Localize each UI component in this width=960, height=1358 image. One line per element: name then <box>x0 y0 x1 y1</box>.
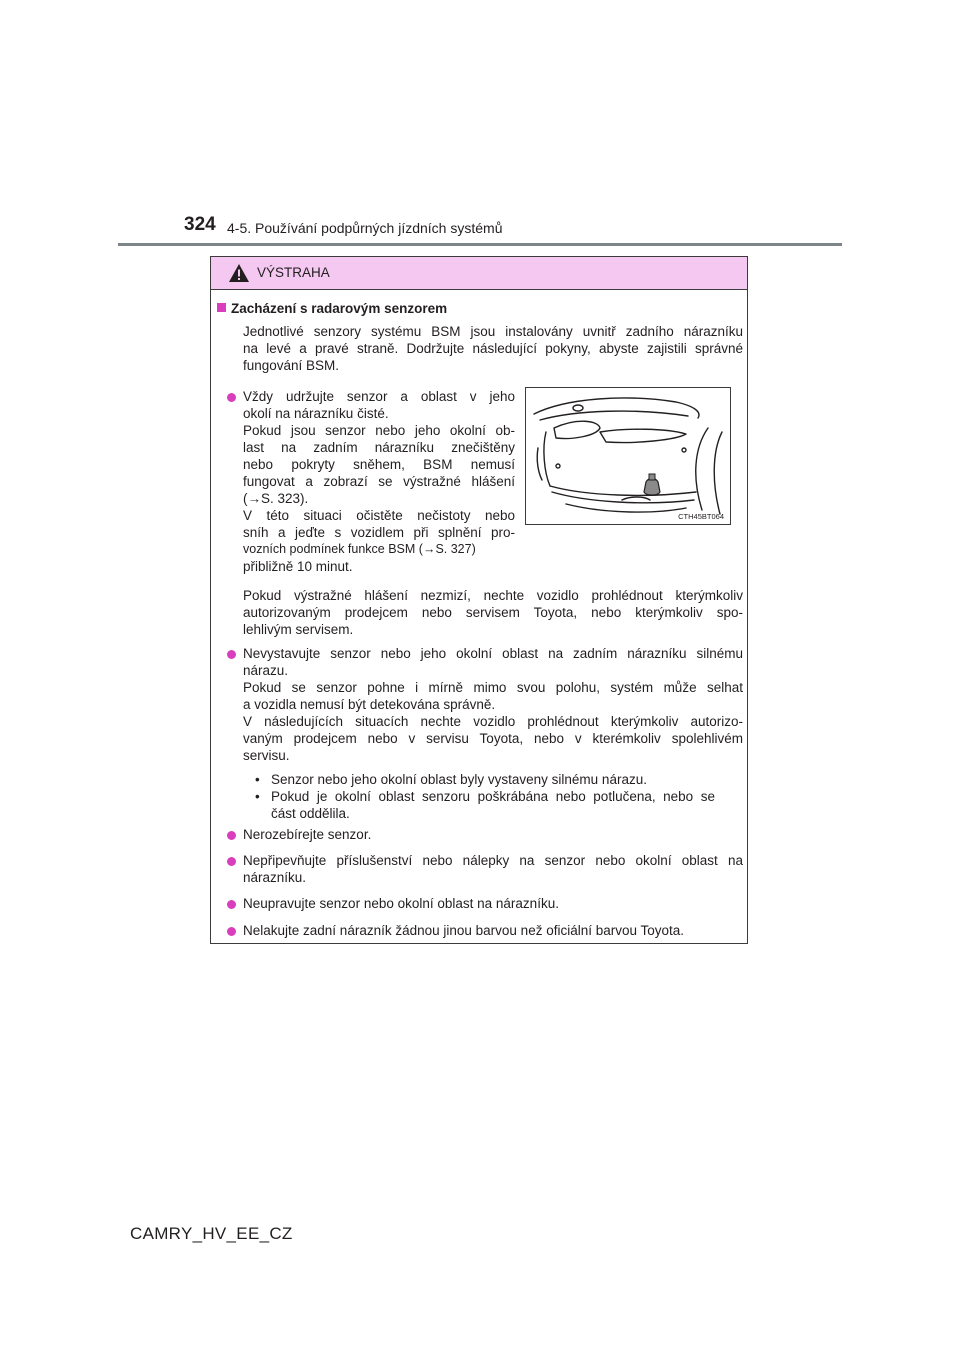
bullet1-line: Vždy udržujte senzor a oblast v jeho <box>243 389 515 404</box>
bullet2-text <box>243 645 743 764</box>
bullet2-line: nárazu. <box>243 663 289 678</box>
bullet2-line: Pokud se senzor pohne i mírně mimo svou polohu, systém může selhat <box>243 680 743 695</box>
bullet-dot-icon <box>227 393 236 402</box>
warning-header <box>211 257 747 290</box>
intro-paragraph <box>243 323 743 374</box>
bullet1-line: last na zadním nárazníku znečištěny <box>243 440 515 455</box>
bullet1-cont-line: Pokud výstražné hlášení nezmizí, nechte vozidlo prohlédnout kterýmkoliv <box>243 588 743 603</box>
warning-triangle-icon <box>228 263 250 283</box>
car-rear-drawing <box>526 388 730 524</box>
bullet4-text <box>243 852 743 886</box>
intro-line: Jednotlivé senzory systému BSM jsou instalovány uvnitř zadního nárazníku <box>243 324 743 339</box>
bullet1-line: Pokud jsou senzor nebo jeho okolní ob- <box>243 423 515 438</box>
bullet1-line: vozních podmínek funkce BSM (→S. 327) <box>243 542 476 556</box>
bullet4-line: Nepřipevňujte příslušenství nebo nálepky na senzor nebo okolní oblast na <box>243 853 743 868</box>
bullet1-continued <box>243 587 743 638</box>
page-number: 324 <box>184 214 216 235</box>
bullet1-cont-line: autorizovaným prodejcem nebo servisem Toyota, nebo kterýmkoliv spo- <box>243 605 743 620</box>
intro-line: na levé a pravé straně. Dodržujte následující pokyny, abyste zajistili správné <box>243 341 743 356</box>
footer-code: CAMRY_HV_EE_CZ <box>130 1224 293 1243</box>
bullet-dot-icon <box>227 900 236 909</box>
car-rear-bumper-illustration <box>525 387 731 525</box>
bullet-dot-icon <box>227 857 236 866</box>
sub-bullet-1: Senzor nebo jeho okolní oblast byly vystaveny silnému nárazu. <box>271 772 647 787</box>
bullet-dot-icon <box>227 831 236 840</box>
bullet1-line: okolí na nárazníku čisté. <box>243 406 389 421</box>
bullet3-text: Nerozebírejte senzor. <box>243 827 372 842</box>
bullet2-line: V následujících situacích nechte vozidlo prohlédnout kterýmkoliv autorizo- <box>243 714 743 729</box>
header-rule <box>118 243 842 246</box>
bullet2-line: Nevystavujte senzor nebo jeho okolní oblast na zadním nárazníku silnému <box>243 646 743 661</box>
warning-title: VÝSTRAHA <box>257 265 330 280</box>
bullet4-line: nárazníku. <box>243 870 307 885</box>
figure-caption: CTH45BT064 <box>678 512 724 521</box>
section-title-text: Zacházení s radarovým senzorem <box>231 301 448 316</box>
bullet2-line: vaným prodejcem nebo v servisu Toyota, nebo v kterémkoliv spolehlivém <box>243 731 743 746</box>
bullet2-line: servisu. <box>243 748 290 763</box>
sub2-line: část oddělila. <box>271 806 350 821</box>
sub-bullet-mark: • <box>255 789 260 804</box>
square-bullet-icon <box>217 303 226 312</box>
sub-bullet-2 <box>271 788 715 822</box>
bullet6-text: Nelakujte zadní nárazník žádnou jinou barvou než oficiální barvou Toyota. <box>243 923 685 938</box>
bullet-dot-icon <box>227 927 236 936</box>
bullet1-line: přibližně 10 minut. <box>243 559 353 574</box>
bullet1-line: V této situaci očistěte nečistoty nebo <box>243 508 515 523</box>
bullet-dot-icon <box>227 650 236 659</box>
section-title <box>217 301 447 316</box>
bullet1-line: nebo pokryty sněhem, BSM nemusí <box>243 457 515 472</box>
intro-line: fungování BSM. <box>243 358 340 373</box>
bullet1-line: fungovat a zobrazí se výstražné hlášení <box>243 474 515 489</box>
sub-bullet-mark: • <box>255 772 260 787</box>
chapter-title: 4-5. Používání podpůrných jízdních systémů <box>227 220 503 236</box>
bullet5-text: Neupravujte senzor nebo okolní oblast na nárazníku. <box>243 896 559 911</box>
bullet1-cont-line: lehlivým servisem. <box>243 622 354 637</box>
warning-box <box>210 256 748 944</box>
bullet2-line: a vozidla nemusí být detekována správně. <box>243 697 496 712</box>
bullet1-line: sníh a jeďte s vozidlem při splnění pro- <box>243 525 515 540</box>
bullet1-line: (→S. 323). <box>243 491 309 506</box>
sub2-line: Pokud je okolní oblast senzoru poškrábána nebo potlučena, nebo se <box>271 789 715 804</box>
bullet1-text <box>243 388 515 575</box>
